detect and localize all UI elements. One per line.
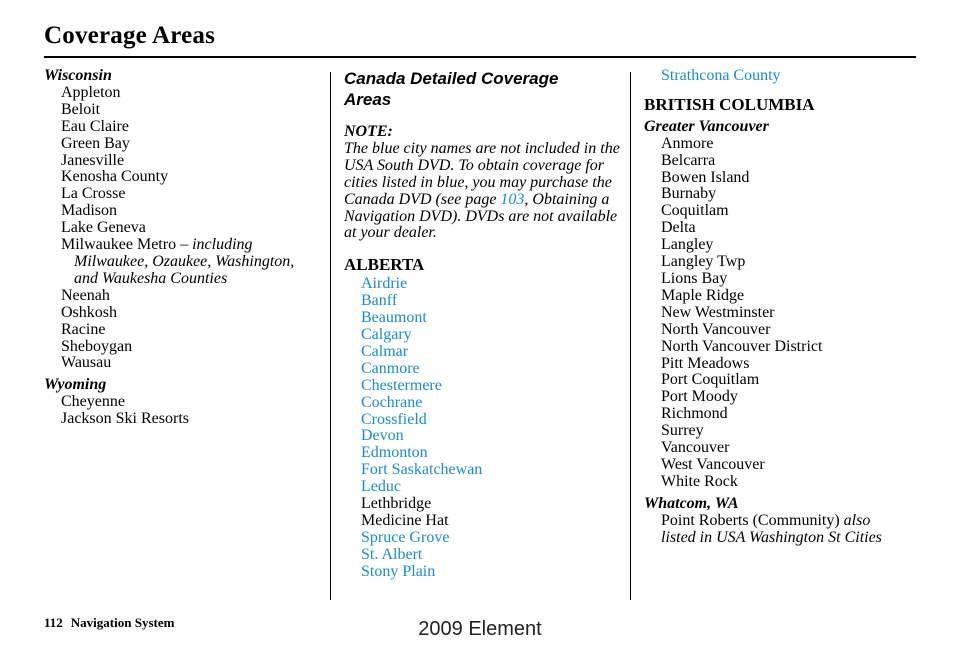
list-item: Delta xyxy=(661,219,696,237)
list-item: Chestermere xyxy=(361,376,442,394)
list-item: Lethbridge xyxy=(361,495,432,513)
footer-label: Navigation System xyxy=(70,615,175,630)
city-note-continued: listed in USA Washington St Cities xyxy=(661,528,882,546)
column-divider-1 xyxy=(330,72,331,600)
list-item: St. Albert xyxy=(361,545,423,563)
page-title: Coverage Areas xyxy=(44,22,216,49)
province-heading-alberta: ALBERTA xyxy=(344,255,425,275)
list-item: Maple Ridge xyxy=(661,286,745,304)
city-list-wisconsin-b xyxy=(44,288,320,373)
list-item: North Vancouver District xyxy=(661,337,823,355)
list-item: Surrey xyxy=(661,422,704,440)
city-list-greater-vancouver xyxy=(644,136,920,491)
list-item: Cochrane xyxy=(361,393,423,411)
city-list-alberta xyxy=(344,276,620,580)
list-item: Belcarra xyxy=(661,151,716,169)
column-1 xyxy=(44,68,320,428)
section-title xyxy=(344,68,620,110)
note-text xyxy=(344,141,620,242)
list-item: Airdrie xyxy=(361,275,408,293)
city-list-wisconsin-a xyxy=(44,85,320,237)
list-item: Pitt Meadows xyxy=(661,354,750,372)
note-text-after: , Obtaining a Navigation DVD). DVDs are not available at your dealer. xyxy=(344,190,618,242)
list-item: Cheyenne xyxy=(61,393,125,411)
state-heading-wyoming: Wyoming xyxy=(44,376,107,394)
list-item: Jackson Ski Resorts xyxy=(61,410,189,428)
note-text-before: The blue city names are not included in the USA South DVD. To obtain coverage for cities listed in blue, you may purchase the Canada DVD (see page xyxy=(344,139,620,208)
note-label: NOTE: xyxy=(344,123,393,140)
list-item: Anmore xyxy=(661,134,714,152)
list-item: Burnaby xyxy=(661,185,717,203)
list-item: North Vancouver xyxy=(661,320,771,338)
page-link[interactable]: 103 xyxy=(500,190,525,208)
list-item: Port Moody xyxy=(661,388,738,406)
city-note-continued: and Waukesha Counties xyxy=(74,269,228,287)
list-item-strathcona: Strathcona County xyxy=(661,67,781,84)
city-note-continued: Milwaukee, Ozaukee, Washington, xyxy=(74,252,295,270)
city-name: Milwaukee Metro xyxy=(61,236,177,254)
province-heading-british-columbia: BRITISH COLUMBIA xyxy=(644,94,815,114)
region-heading-whatcom: Whatcom, WA xyxy=(644,494,739,512)
column-3 xyxy=(644,68,920,546)
list-item: Canmore xyxy=(361,359,420,377)
list-item: Sheboygan xyxy=(61,337,133,355)
list-item-point-roberts xyxy=(644,513,920,530)
list-item: Devon xyxy=(361,427,404,445)
list-item: Leduc xyxy=(361,478,401,496)
list-item: Langley Twp xyxy=(661,253,746,271)
title-rule xyxy=(44,56,916,58)
region-heading-greater-vancouver: Greater Vancouver xyxy=(644,117,769,135)
list-item: White Rock xyxy=(661,472,738,490)
list-item: Beloit xyxy=(61,100,101,118)
list-item: Beaumont xyxy=(361,309,427,327)
list-item: Coquitlam xyxy=(661,202,729,220)
list-item: Janesville xyxy=(61,151,125,169)
list-item: Fort Saskatchewan xyxy=(361,461,483,479)
list-item: La Crosse xyxy=(61,185,126,203)
list-item: Eau Claire xyxy=(61,117,129,135)
list-item: Vancouver xyxy=(661,439,730,457)
list-item: Stony Plain xyxy=(361,562,436,580)
list-item: Neenah xyxy=(61,286,110,304)
city-note: – including xyxy=(176,236,253,254)
list-item: West Vancouver xyxy=(661,455,765,473)
list-item: Lions Bay xyxy=(661,269,728,287)
list-item: Madison xyxy=(61,202,117,220)
section-title-line: Canada Detailed Coverage xyxy=(344,69,559,88)
city-note: also xyxy=(839,511,871,529)
list-item: Port Coquitlam xyxy=(661,371,760,389)
list-item: Kenosha County xyxy=(61,168,169,186)
section-title-line: Areas xyxy=(344,90,392,109)
list-item: Calgary xyxy=(361,325,412,343)
column-2 xyxy=(344,68,620,581)
list-item: Lake Geneva xyxy=(61,219,146,237)
list-item: Calmar xyxy=(361,342,409,360)
list-item: Spruce Grove xyxy=(361,528,450,546)
list-item: Medicine Hat xyxy=(361,511,449,529)
list-item: Oshkosh xyxy=(61,303,118,321)
list-item: Edmonton xyxy=(361,444,428,462)
list-item: Racine xyxy=(61,320,106,338)
list-item: New Westminster xyxy=(661,303,775,321)
city-list-wyoming xyxy=(44,394,320,428)
list-item: Banff xyxy=(361,292,398,310)
state-heading-wisconsin: Wisconsin xyxy=(44,67,112,84)
list-item: Bowen Island xyxy=(661,168,750,186)
list-item-milwaukee xyxy=(44,237,320,254)
list-item: Appleton xyxy=(61,83,121,101)
page-number: 112 xyxy=(44,615,63,630)
city-name: Point Roberts (Community) xyxy=(661,511,840,529)
list-item: Wausau xyxy=(61,354,112,372)
list-item: Richmond xyxy=(661,405,728,423)
list-item: Langley xyxy=(661,236,714,254)
list-item: Crossfield xyxy=(361,410,427,428)
column-divider-2 xyxy=(630,72,631,600)
watermark-text: 2009 Element xyxy=(418,618,542,640)
list-item: Green Bay xyxy=(61,134,130,152)
